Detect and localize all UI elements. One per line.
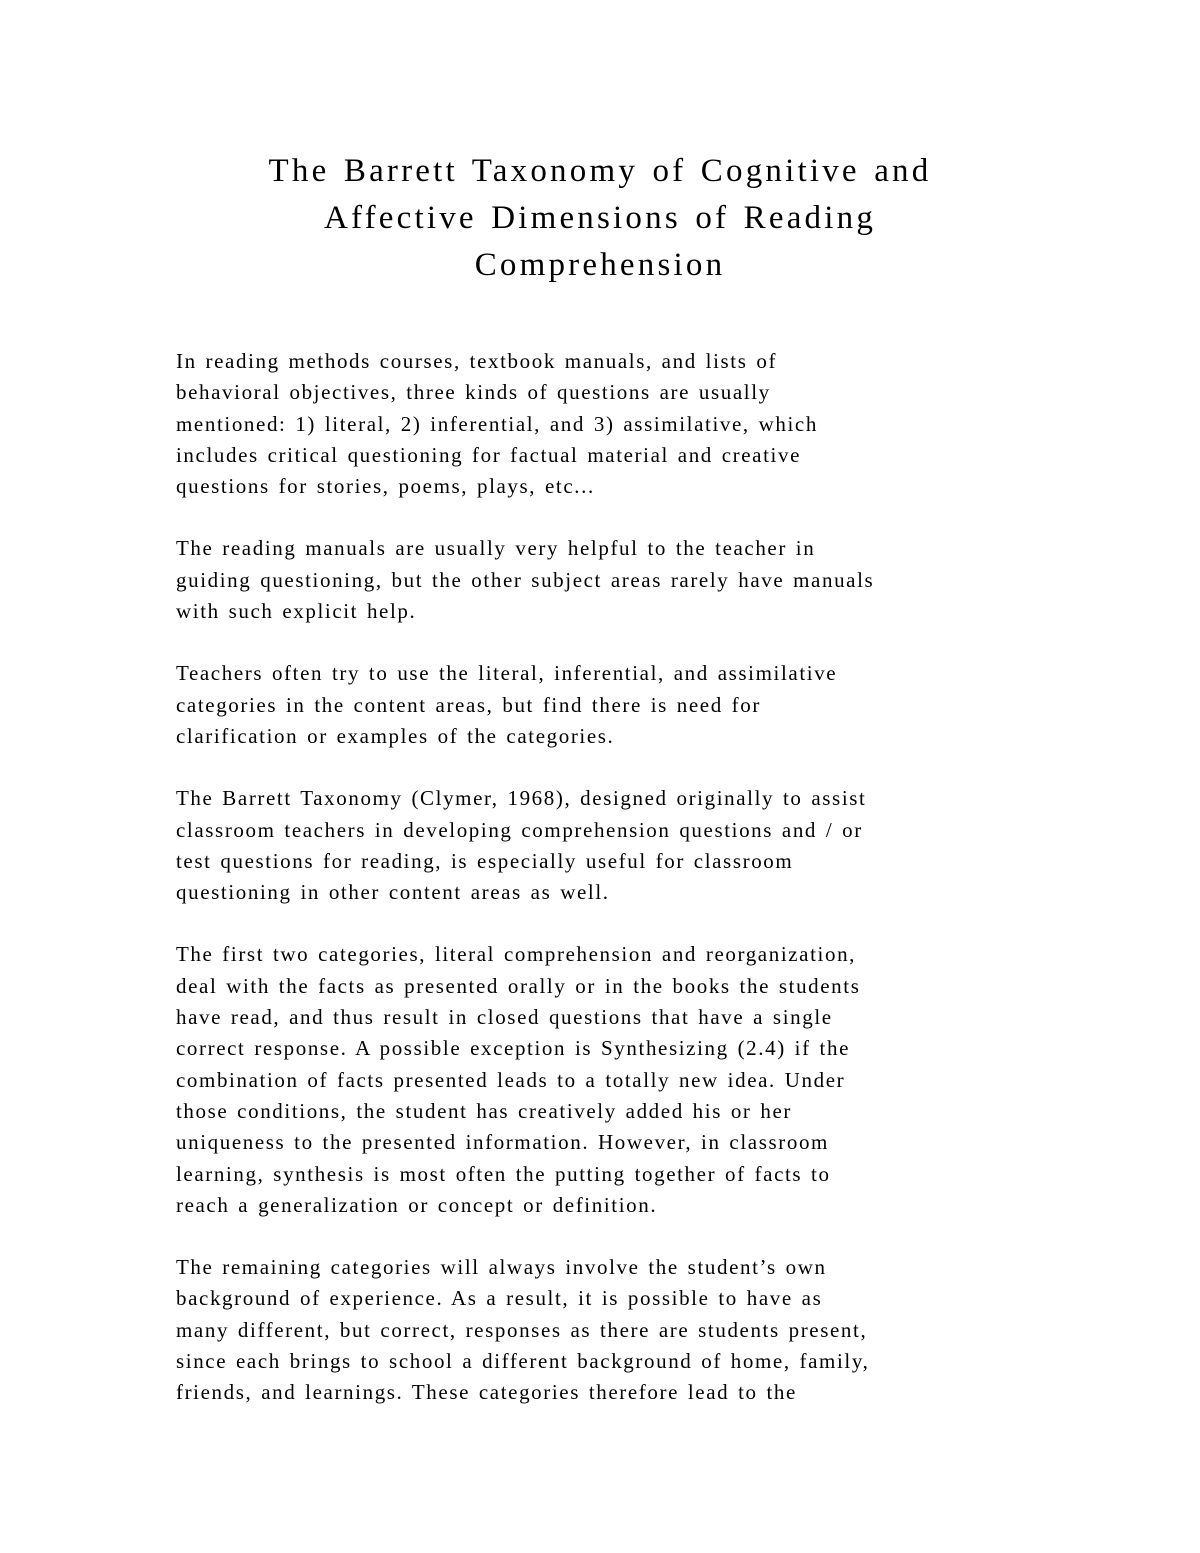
text-line: classroom teachers in developing comprehension questions and / or bbox=[176, 817, 863, 842]
paragraph-first-two-categories bbox=[176, 939, 1056, 1221]
text-line: mentioned: 1) literal, 2) inferential, and 3) assimilative, which bbox=[176, 411, 818, 436]
text-line: clarification or examples of the categories. bbox=[176, 723, 615, 748]
paragraph-reading-manuals bbox=[176, 533, 1056, 627]
text-line: combination of facts presented leads to a totally new idea. Under bbox=[176, 1067, 846, 1092]
text-line: deal with the facts as presented orally or in the books the students bbox=[176, 973, 861, 998]
text-line: behavioral objectives, three kinds of questions are usually bbox=[176, 380, 771, 405]
title-line: Affective Dimensions of Reading bbox=[323, 200, 877, 236]
text-line: learning, synthesis is most often the putting together of facts to bbox=[176, 1161, 831, 1186]
text-line: reach a generalization or concept or definition. bbox=[176, 1192, 658, 1217]
text-line: correct response. A possible exception is Synthesizing (2.4) if the bbox=[176, 1036, 850, 1061]
text-line: In reading methods courses, textbook manuals, and lists of bbox=[176, 349, 778, 373]
text-line: many different, but correct, responses as there are students present, bbox=[176, 1317, 868, 1342]
text-line: questions for stories, poems, plays, etc... bbox=[176, 474, 595, 499]
paragraph-barrett-taxonomy bbox=[176, 783, 1056, 908]
text-line: categories in the content areas, but find there is need for bbox=[176, 692, 761, 717]
title-line: The Barrett Taxonomy of Cognitive and bbox=[268, 153, 932, 189]
text-line: The remaining categories will always involve the student’s own bbox=[176, 1255, 827, 1280]
text-line: test questions for reading, is especially useful for classroom bbox=[176, 848, 794, 873]
text-line: with such explicit help. bbox=[176, 599, 417, 624]
text-line: Teachers often try to use the literal, inferential, and assimilative bbox=[176, 661, 838, 686]
text-line: since each brings to school a different background of home, family, bbox=[176, 1349, 870, 1374]
text-line: background of experience. As a result, it is possible to have as bbox=[176, 1286, 823, 1311]
paragraph-teachers bbox=[176, 658, 1056, 752]
text-line: includes critical questioning for factual material and creative bbox=[176, 442, 801, 467]
text-line: The Barrett Taxonomy (Clymer, 1968), designed originally to assist bbox=[176, 786, 867, 811]
document-body bbox=[176, 346, 1056, 1440]
paragraph-intro bbox=[176, 346, 1056, 502]
text-line: questioning in other content areas as well. bbox=[176, 880, 610, 905]
text-line: uniqueness to the presented information. However, in classroom bbox=[176, 1130, 829, 1155]
text-line: guiding questioning, but the other subject areas rarely have manuals bbox=[176, 567, 875, 592]
document-title bbox=[150, 148, 1050, 289]
text-line: have read, and thus result in closed questions that have a single bbox=[176, 1005, 833, 1030]
text-line: those conditions, the student has creatively added his or her bbox=[176, 1098, 792, 1123]
title-line: Comprehension bbox=[474, 247, 726, 283]
paragraph-remaining-categories bbox=[176, 1252, 1056, 1408]
text-line: The reading manuals are usually very helpful to the teacher in bbox=[176, 536, 816, 561]
text-line: The first two categories, literal comprehension and reorganization, bbox=[176, 942, 857, 967]
text-line: friends, and learnings. These categories therefore lead to the bbox=[176, 1380, 797, 1405]
